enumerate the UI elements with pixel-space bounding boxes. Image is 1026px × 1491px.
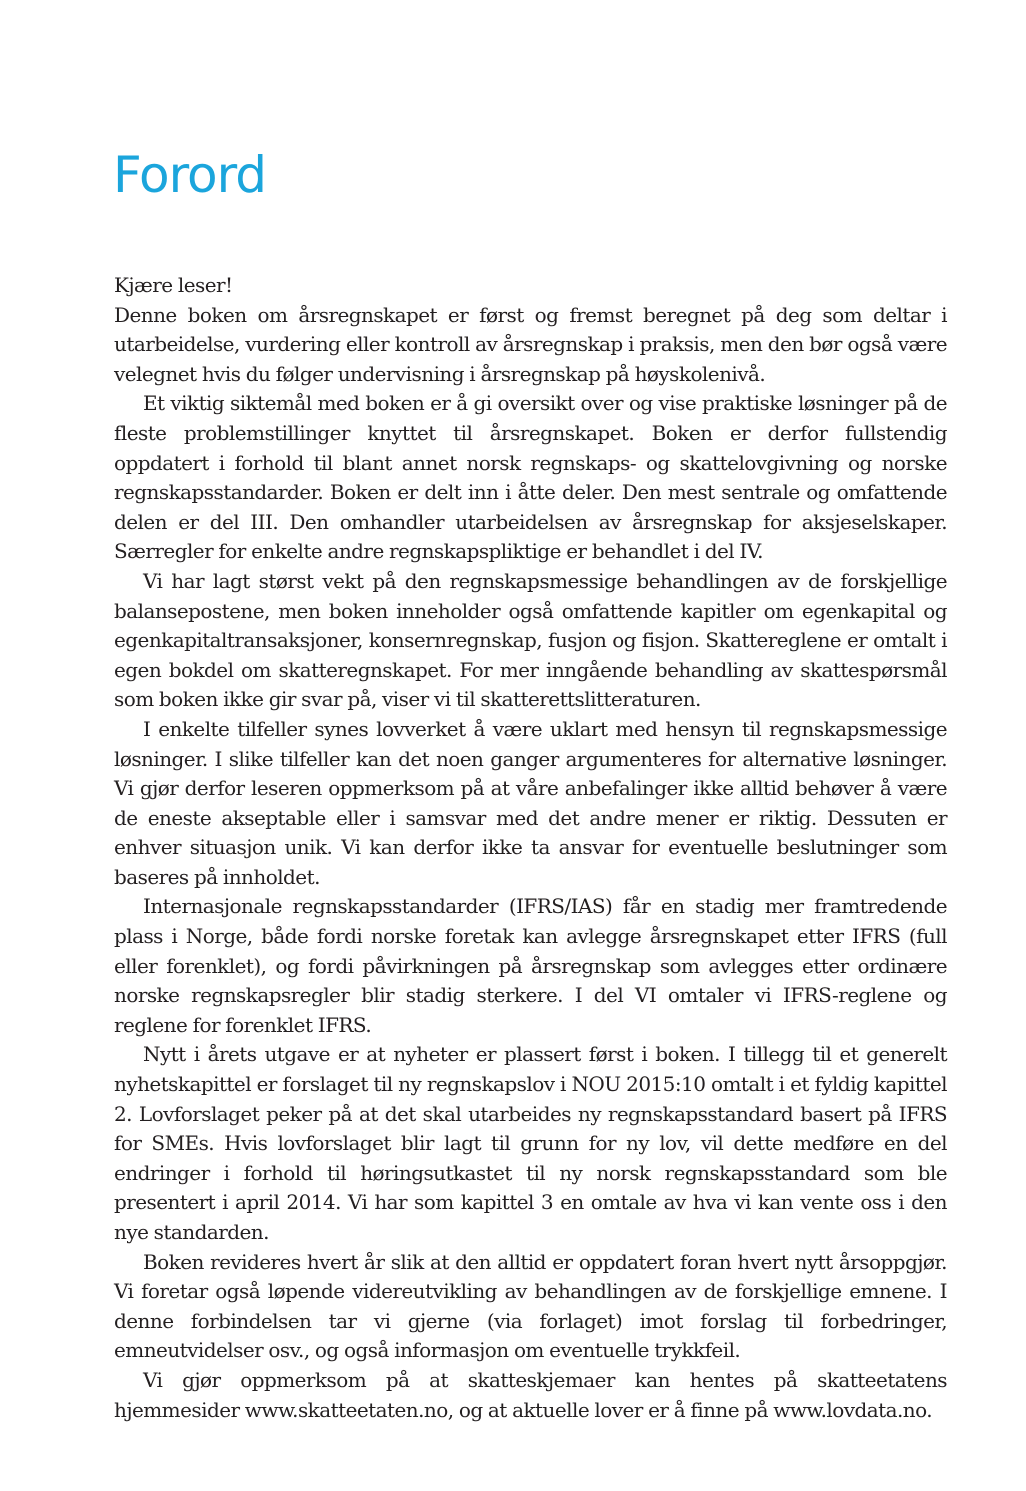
paragraph-1: Denne boken om årsregnskapet er først og fremst beregnet på deg som deltar i utarbeidelse, vurdering eller kontroll av årsregnskap i praksis, men den bør også være velegnet hvis du følger undervisning i årsregnskap på høyskolenivå. [114,302,947,386]
page-title: Forord [113,146,267,204]
paragraph-3: Vi har lagt størst vekt på den regnskapsmessige behandlingen av de forskjellige balansepostene, men boken inneholder også omfattende kapitler om egenkapital og egenkapitaltransaksjoner, konsernregnskap, fusjon og fisjon. Skattereglene er omtalt i egen bokdel om skatteregnskapet. For mer inngående behandling av skattespørsmål som boken ikke gir svar på, viser vi til skatterettslitteraturen. [114,568,947,712]
paragraph-8: Vi gjør oppmerksom på at skatteskjemaer kan hentes på skatteetatens hjemmesider www.skatteetaten.no, og at aktuelle lover er å finne på www.lovdata.no. [114,1367,947,1422]
paragraph-2: Et viktig siktemål med boken er å gi oversikt over og vise praktiske løsninger på de fleste problemstillinger knyttet til årsregnskapet. Boken er derfor fullstendig oppdatert i forhold til blant annet norsk regnskaps- og skattelovgivning og norske regnskapsstandarder. Boken er delt inn i åtte deler. Den mest sentrale og omfattende delen er del III. Den omhandler utarbeidelsen av årsregnskap for aksjeselskaper. Særregler for enkelte andre regnskapspliktige er behandlet i del IV. [114,391,947,564]
paragraph-7: Boken revideres hvert år slik at den alltid er oppdatert foran hvert nytt årsoppgjør. Vi foretar også løpende videreutvikling av behandlingen av de forskjellige emnene. I denne forbindelsen tar vi gjerne (via forlaget) imot forslag til forbedringer, emneutvidelser osv., og også informasjon om eventuelle trykkfeil. [114,1249,947,1363]
paragraph-6: Nytt i årets utgave er at nyheter er plassert først i boken. I tillegg til et generelt nyhetskapittel er forslaget til ny regnskapslov i NOU 2015:10 omtalt i et fyldig kapittel 2. Lovforslaget peker på at det skal utarbeides ny regnskapsstandard basert på IFRS for SMEs. Hvis lovforslaget blir lagt til grunn for ny lov, vil dette medføre en del endringer i forhold til høringsutkastet til ny norsk regnskapsstandard som ble presentert i april 2014. Vi har som kapittel 3 en omtale av hva vi kan vente oss i den nye standarden. [114,1042,947,1244]
preface-body [114,271,947,1425]
paragraph-5: Internasjonale regnskapsstandarder (IFRS/IAS) får en stadig mer framtredende plass i Norge, både fordi norske foretak kan avlegge årsregnskapet etter IFRS (full eller forenklet), og fordi påvirkningen på årsregnskap som avlegges etter ordinære norske regnskapsregler blir stadig sterkere. I del VI omtaler vi IFRS-reglene og reglene for forenklet IFRS. [114,894,947,1037]
greeting-line: Kjære leser! [114,273,233,297]
paragraph-4: I enkelte tilfeller synes lovverket å være uklart med hensyn til regnskapsmessige løsninger. I slike tilfeller kan det noen ganger argumenteres for alternative løsninger. Vi gjør derfor leseren oppmerksom på at våre anbefalinger ikke alltid behøver å være de eneste akseptable eller i samsvar med det andre mener er riktig. Dessuten er enhver situasjon unik. Vi kan derfor ikke ta ansvar for eventuelle beslutninger som baseres på innholdet. [114,716,947,889]
